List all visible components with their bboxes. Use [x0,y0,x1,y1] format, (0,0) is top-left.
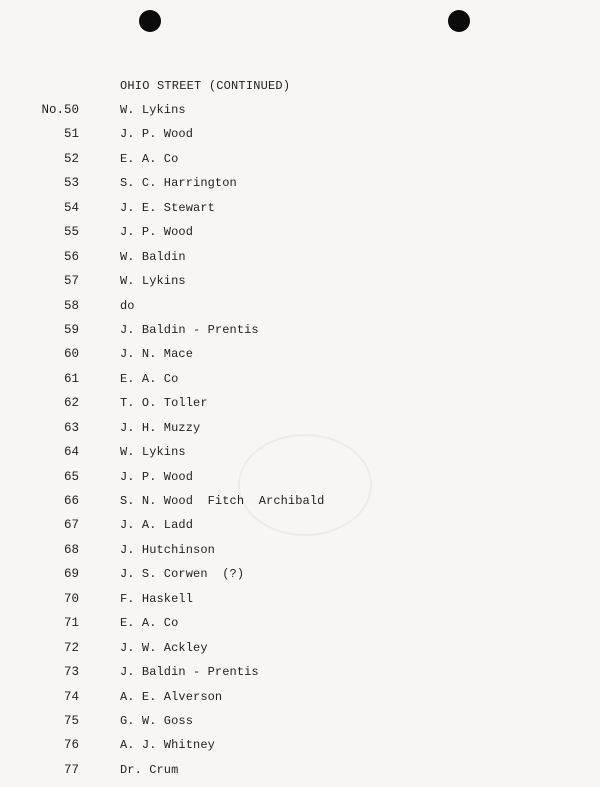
house-number: 77 [63,762,79,777]
punch-hole-right [448,10,470,32]
resident-name: W. Lykins [120,445,186,460]
resident-name: Dr. Crum [120,762,179,777]
resident-name: J. P. Wood [120,469,194,484]
resident-name: J. Baldin - Prentis [120,665,259,680]
list-item [0,347,600,371]
list-item [0,445,600,469]
house-number: 64 [63,445,79,460]
page-title: OHIO STREET (CONTINUED) [120,79,291,93]
list-item [0,494,600,518]
house-number: 66 [63,494,79,508]
house-number: No.50 [41,103,79,117]
resident-name: J. P. Wood [120,225,194,240]
house-number: 69 [63,567,79,582]
house-number: 68 [63,542,79,557]
resident-name: T. O. Toller [120,396,208,411]
list-item [0,641,600,665]
house-number: 54 [63,200,79,215]
resident-name: S. N. Wood Fitch Archibald [120,494,325,508]
house-number: 57 [63,274,79,289]
house-number: 60 [63,347,79,362]
list-item [0,176,600,200]
resident-name: E. A. Co [120,151,179,166]
resident-name: E. A. Co [120,616,179,631]
list-item [0,543,600,567]
list-item [0,274,600,298]
resident-name: J. H. Muzzy [120,420,201,435]
list-item [0,763,600,787]
resident-name: do [120,298,135,313]
resident-name: W. Lykins [120,103,186,117]
resident-name: A. J. Whitney [120,738,215,753]
list-item [0,616,600,640]
house-number: 72 [63,640,79,655]
resident-name: W. Baldin [120,249,186,264]
house-number: 71 [63,616,79,631]
house-number: 58 [63,298,79,313]
list-item [0,323,600,347]
list-item [0,299,600,323]
list-item [0,103,600,127]
house-number: 53 [63,176,79,191]
house-number: 75 [63,713,79,728]
list-item [0,470,600,494]
resident-name: J. Baldin - Prentis [120,322,259,337]
list-item [0,152,600,176]
resident-name: J. E. Stewart [120,200,215,215]
list-item [0,518,600,542]
resident-name: A. E. Alverson [120,689,223,704]
house-number: 51 [63,127,79,142]
list-item [0,567,600,591]
list-item [0,421,600,445]
resident-name: W. Lykins [120,274,186,289]
house-number: 61 [63,371,79,386]
house-number: 74 [63,689,79,704]
resident-name: J. S. Corwen (?) [120,567,245,582]
list-item [0,592,600,616]
house-number: 70 [63,591,79,606]
list-item [0,690,600,714]
house-number: 62 [63,396,79,411]
punch-hole-left [139,10,161,32]
resident-name: G. W. Goss [120,713,194,728]
list-item [0,396,600,420]
list-item [0,372,600,396]
house-number: 59 [63,322,79,337]
resident-name: E. A. Co [120,371,179,386]
house-number: 56 [63,249,79,264]
resident-name: S. C. Harrington [120,176,237,191]
list-item [0,201,600,225]
resident-name: J. W. Ackley [120,640,208,655]
list-item [0,225,600,249]
house-number: 73 [63,665,79,680]
list-item [0,250,600,274]
list-item [0,738,600,762]
address-list [0,103,600,787]
resident-name: J. Hutchinson [120,542,215,557]
resident-name: F. Haskell [120,591,194,606]
list-item [0,665,600,689]
house-number: 55 [63,225,79,240]
resident-name: J. P. Wood [120,127,194,142]
house-number: 63 [63,420,79,435]
resident-name: J. N. Mace [120,347,194,362]
list-item [0,714,600,738]
list-item [0,127,600,151]
house-number: 76 [63,738,79,753]
house-number: 65 [63,469,79,484]
resident-name: J. A. Ladd [120,518,194,533]
house-number: 52 [63,151,79,166]
house-number: 67 [63,518,79,533]
